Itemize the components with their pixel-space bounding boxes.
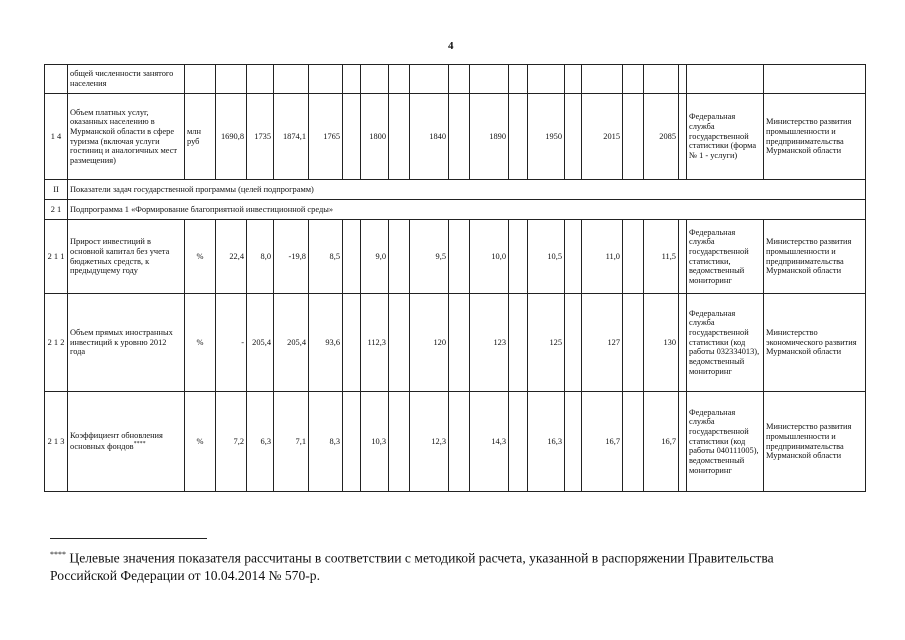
value-cell: 12,3 <box>410 392 449 492</box>
value-cell: 16,7 <box>644 392 679 492</box>
page-number: 4 <box>448 40 454 52</box>
value-cell: 123 <box>470 294 509 392</box>
unit-cell: % <box>185 392 216 492</box>
value-cell: 1890 <box>470 94 509 180</box>
value-cell: 10,0 <box>470 220 509 294</box>
section-number: II <box>45 180 68 200</box>
value-cell: 130 <box>644 294 679 392</box>
table-row <box>45 294 866 392</box>
table-row <box>45 200 866 220</box>
value-cell: 22,4 <box>216 220 247 294</box>
value-cell: 1950 <box>528 94 565 180</box>
data-source: Федеральная служба государственной статистики (код работы 040111005), ведомственный мониторинг <box>687 392 764 492</box>
value-cell: 1800 <box>361 94 389 180</box>
value-cell: 7,2 <box>216 392 247 492</box>
responsible-body: Министерство развития промышленности и предпринимательства Мурманской области <box>764 94 866 180</box>
value-cell: 1690,8 <box>216 94 247 180</box>
row-number <box>45 65 68 94</box>
value-cell: 1840 <box>410 94 449 180</box>
value-cell: 8,3 <box>309 392 343 492</box>
value-cell: 8,5 <box>309 220 343 294</box>
data-source: Федеральная служба государственной статистики, ведомственный мониторинг <box>687 220 764 294</box>
indicator-name <box>68 392 185 492</box>
responsible-body: Министерство развития промышленности и предпринимательства Мурманской области <box>764 220 866 294</box>
value-cell: 10,5 <box>528 220 565 294</box>
footnote <box>50 546 810 584</box>
table-row <box>45 65 866 94</box>
table-row <box>45 180 866 200</box>
data-source: Федеральная служба государственной статистики (форма № 1 - услуги) <box>687 94 764 180</box>
value-cell: 120 <box>410 294 449 392</box>
value-cell: - <box>216 294 247 392</box>
value-cell: 2015 <box>582 94 623 180</box>
footnote-text: Целевые значения показателя рассчитаны в соответствии с методикой расчета, указанной в распоряжении Правительства Российской Федерации от 10.04.2014 № 570-р. <box>50 550 774 583</box>
value-cell: 7,1 <box>274 392 309 492</box>
row-number: 1 4 <box>45 94 68 180</box>
subprogram-number: 2 1 <box>45 200 68 220</box>
unit-cell: % <box>185 294 216 392</box>
value-cell: -19,8 <box>274 220 309 294</box>
value-cell: 11,5 <box>644 220 679 294</box>
subprogram-title: Подпрограмма 1 «Формирование благоприятной инвестиционной среды» <box>68 200 866 220</box>
value-cell: 205,4 <box>274 294 309 392</box>
table-row <box>45 392 866 492</box>
value-cell: 11,0 <box>582 220 623 294</box>
responsible-body: Министерство экономического развития Мурманской области <box>764 294 866 392</box>
value-cell: 9,5 <box>410 220 449 294</box>
indicator-name: Прирост инвестиций в основной капитал без учета бюджетных средств, к предыдущему году <box>68 220 185 294</box>
table-row <box>45 94 866 180</box>
table-row <box>45 220 866 294</box>
row-number: 2 1 3 <box>45 392 68 492</box>
indicator-name: общей численности занятого населения <box>68 65 185 94</box>
value-cell: 205,4 <box>247 294 274 392</box>
value-cell: 1735 <box>247 94 274 180</box>
value-cell: 1765 <box>309 94 343 180</box>
indicator-name-text: Коэффициент обновления основных фондов <box>70 431 163 451</box>
footnote-mark: **** <box>50 550 66 559</box>
value-cell: 127 <box>582 294 623 392</box>
unit-cell: млн руб <box>185 94 216 180</box>
row-number: 2 1 2 <box>45 294 68 392</box>
footnote-separator <box>50 538 207 539</box>
value-cell: 6,3 <box>247 392 274 492</box>
value-cell: 93,6 <box>309 294 343 392</box>
unit-cell: % <box>185 220 216 294</box>
section-title: Показатели задач государственной программы (целей подпрограмм) <box>68 180 866 200</box>
indicator-name: Объем платных услуг, оказанных населению в Мурманской области в сфере туризма (включая услуги гостиниц и аналогичных мест размещения) <box>68 94 185 180</box>
row-number: 2 1 1 <box>45 220 68 294</box>
value-cell: 9,0 <box>361 220 389 294</box>
responsible-body: Министерство развития промышленности и предпринимательства Мурманской области <box>764 392 866 492</box>
value-cell: 14,3 <box>470 392 509 492</box>
value-cell: 8,0 <box>247 220 274 294</box>
value-cell: 2085 <box>644 94 679 180</box>
value-cell: 1874,1 <box>274 94 309 180</box>
indicators-table <box>44 64 866 492</box>
value-cell: 125 <box>528 294 565 392</box>
data-source: Федеральная служба государственной статистики (код работы 032334013), ведомственный мониторинг <box>687 294 764 392</box>
footnote-reference: **** <box>133 441 146 448</box>
value-cell: 16,3 <box>528 392 565 492</box>
value-cell: 10,3 <box>361 392 389 492</box>
value-cell: 112,3 <box>361 294 389 392</box>
value-cell: 16,7 <box>582 392 623 492</box>
indicator-name: Объем прямых иностранных инвестиций к уровню 2012 года <box>68 294 185 392</box>
